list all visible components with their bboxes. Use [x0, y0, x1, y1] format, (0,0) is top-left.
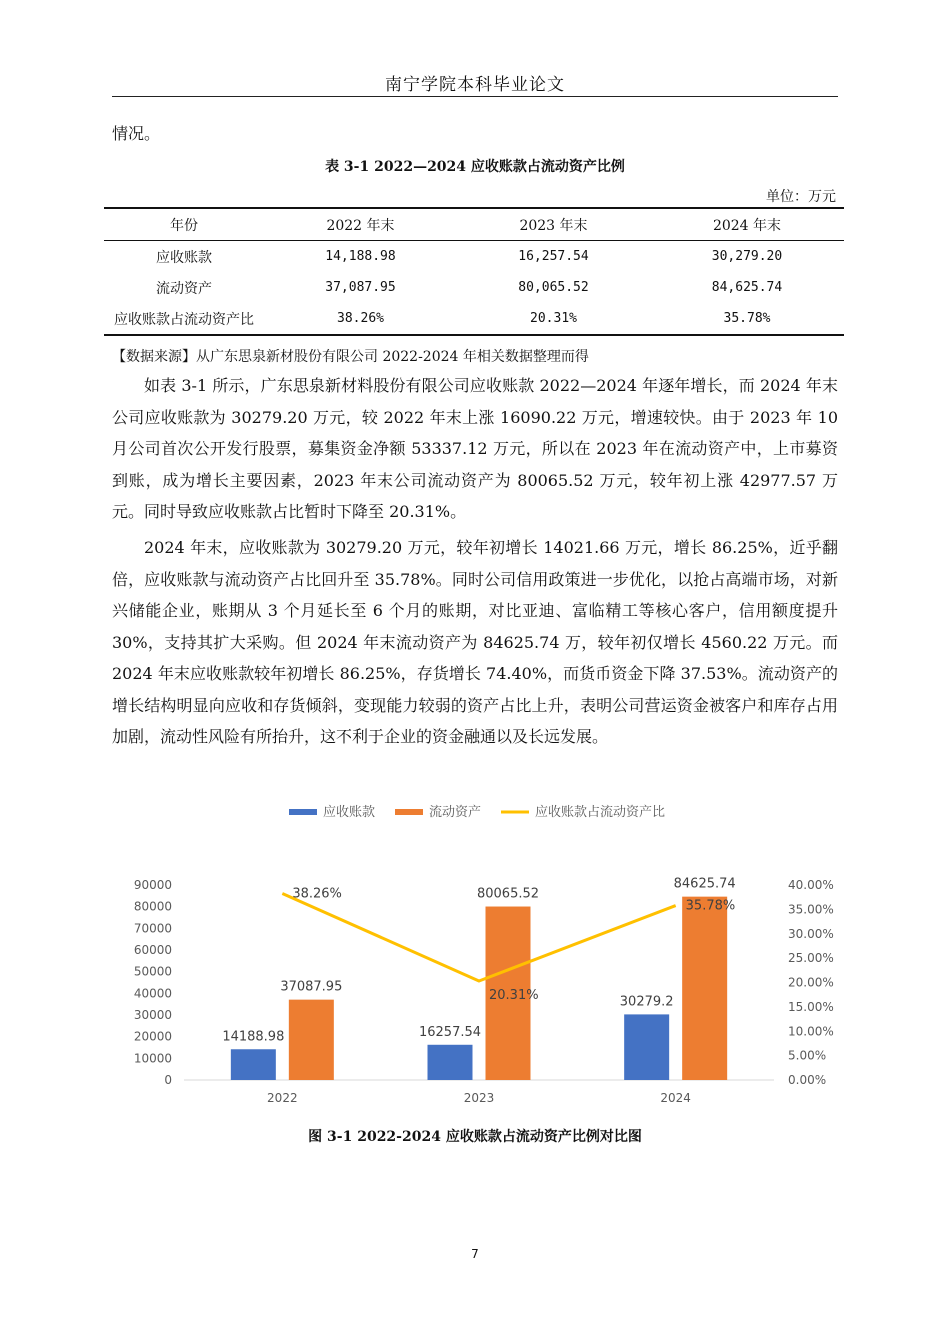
y-right-tick-label: 15.00% — [788, 999, 834, 1014]
table-cell: 35.78% — [650, 303, 844, 335]
x-tick-label: 2024 — [660, 1091, 691, 1105]
y-left-tick-label: 20000 — [133, 1029, 172, 1044]
figure-caption: 图 3-1 2022-2024 应收账款占流动资产比例对比图 — [308, 1129, 642, 1145]
line-data-label: 35.78% — [685, 898, 736, 914]
bar-data-label: 14188.98 — [222, 1029, 285, 1045]
y-left-tick-label: 80000 — [133, 899, 172, 914]
legend-label: 流动资产 — [429, 805, 482, 820]
row-label: 应收账款 — [156, 249, 212, 266]
y-right-tick-label: 10.00% — [788, 1024, 834, 1039]
table-cell: 37,087.95 — [325, 280, 396, 295]
line-series — [282, 893, 675, 981]
table-cell: 80,065.52 — [518, 280, 589, 295]
bar — [289, 1000, 334, 1080]
column-header: 2023 年末 — [457, 208, 650, 241]
y-left-tick-label: 30000 — [133, 1008, 172, 1022]
column-header: 2022 年末 — [264, 208, 457, 241]
table-cell: 84,625.74 — [711, 280, 783, 295]
y-left-tick-label: 10000 — [133, 1051, 172, 1066]
bar — [624, 1014, 669, 1080]
y-right-tick-label: 30.00% — [788, 926, 834, 941]
legend-swatch — [395, 809, 423, 815]
legend-label: 应收账款占流动资产比 — [535, 805, 666, 820]
table-row — [104, 303, 844, 335]
bar — [231, 1049, 276, 1080]
table-caption: 表 3-1 2022—2024 应收账款占流动资产比例 — [325, 159, 625, 175]
row-label: 应收账款占流动资产比 — [104, 303, 264, 335]
body-paragraph: 如表 3-1 所示，广东思泉新材料股份有限公司应收账款 2022—2024 年逐年增长，而 2024 年末公司应收账款为 30279.20 万元，较 2022 年末上涨 16090.22 万元，增速较快。由于 2023 年 10 月公司首次公开发行股票，募集资金净额 53337.12 万元，所以在 2023 年在流动资产中，上市募资到账，成为增长主要因素，2023 年末公司流动资产为 80065.52 万元，较年初上涨 42977.57 万元。同时导致应收账款占比暂时下降至 20.31%。 — [112, 376, 838, 521]
body-paragraph: 2024 年末，应收账款为 30279.20 万元，较年初增长 14021.66 万元，增长 86.25%，近乎翻倍，应收账款与流动资产占比回升至 35.78%。同时公司信用政策进一步优化，以抢占高端市场，对新兴储能企业，账期从 3 个月延长至 6 个月的账期，对比亚迪、富临精工等核心客户，信用额度提升 30%，支持其扩大采购。但 2024 年末流动资产为 84625.74 万，较年初仅增长 4560.22 万元。而 2024 年末应收账款较年初增长 86.25%，存货增长 74.40%，而货币资金下降 37.53%。流动资产的增长结构明显向应收和存货倾斜，变现能力较弱的资产占比上升，表明公司营运资金被客户和库存占用加剧，流动性风险有所抬升，这不利于企业的资金融通以及长远发展。 — [112, 538, 838, 746]
lead-text: 情况。 — [112, 124, 161, 143]
bar-data-label: 16257.54 — [418, 1024, 482, 1040]
table-row — [104, 241, 844, 273]
column-header: 2024 年末 — [650, 208, 844, 241]
y-right-tick-label: 35.00% — [788, 902, 834, 917]
table-row — [104, 272, 844, 303]
page-header-title: 南宁学院本科毕业论文 — [385, 75, 565, 95]
line-data-label: 20.31% — [489, 987, 539, 1003]
y-right-tick-label: 20.00% — [788, 975, 834, 990]
table-cell: 16,257.54 — [518, 249, 589, 264]
x-tick-label: 2022 — [267, 1091, 298, 1105]
y-left-tick-label: 70000 — [133, 921, 172, 936]
table-cell: 20.31% — [457, 303, 650, 335]
data-table — [104, 207, 844, 336]
bar-data-label: 30279.2 — [619, 994, 674, 1010]
bar — [428, 1045, 473, 1080]
y-right-tick-label: 40.00% — [788, 878, 834, 892]
x-tick-label: 2023 — [463, 1091, 495, 1105]
legend-swatch — [289, 809, 317, 815]
y-right-tick-label: 5.00% — [788, 1048, 827, 1063]
table-cell: 38.26% — [264, 303, 457, 335]
y-left-tick-label: 60000 — [133, 943, 172, 957]
y-right-tick-label: 25.00% — [788, 951, 834, 966]
page-number: 7 — [471, 1247, 479, 1261]
combo-chart — [104, 795, 844, 1115]
table-header-row — [104, 208, 844, 241]
bar — [682, 897, 727, 1080]
column-header: 年份 — [104, 208, 264, 241]
bar-data-label: 84625.74 — [673, 876, 736, 892]
table-cell: 30,279.20 — [711, 249, 783, 264]
y-left-tick-label: 40000 — [133, 986, 172, 1001]
y-right-tick-label: 0.00% — [788, 1073, 827, 1087]
table-source-note: 【数据来源】从广东思泉新材股份有限公司 2022-2024 年相关数据整理而得 — [112, 349, 589, 365]
header-rule — [112, 96, 838, 97]
row-label: 流动资产 — [156, 280, 212, 297]
y-left-tick-label: 50000 — [133, 964, 172, 979]
y-left-tick-label: 90000 — [133, 878, 172, 892]
bar-data-label: 37087.95 — [280, 979, 343, 995]
legend-label: 应收账款 — [323, 805, 376, 820]
line-data-label: 38.26% — [292, 886, 342, 902]
bar-data-label: 80065.52 — [476, 886, 540, 902]
y-left-tick-label: 0 — [164, 1073, 172, 1087]
table-cell: 14,188.98 — [325, 249, 396, 264]
table-unit: 单位：万元 — [766, 189, 836, 205]
